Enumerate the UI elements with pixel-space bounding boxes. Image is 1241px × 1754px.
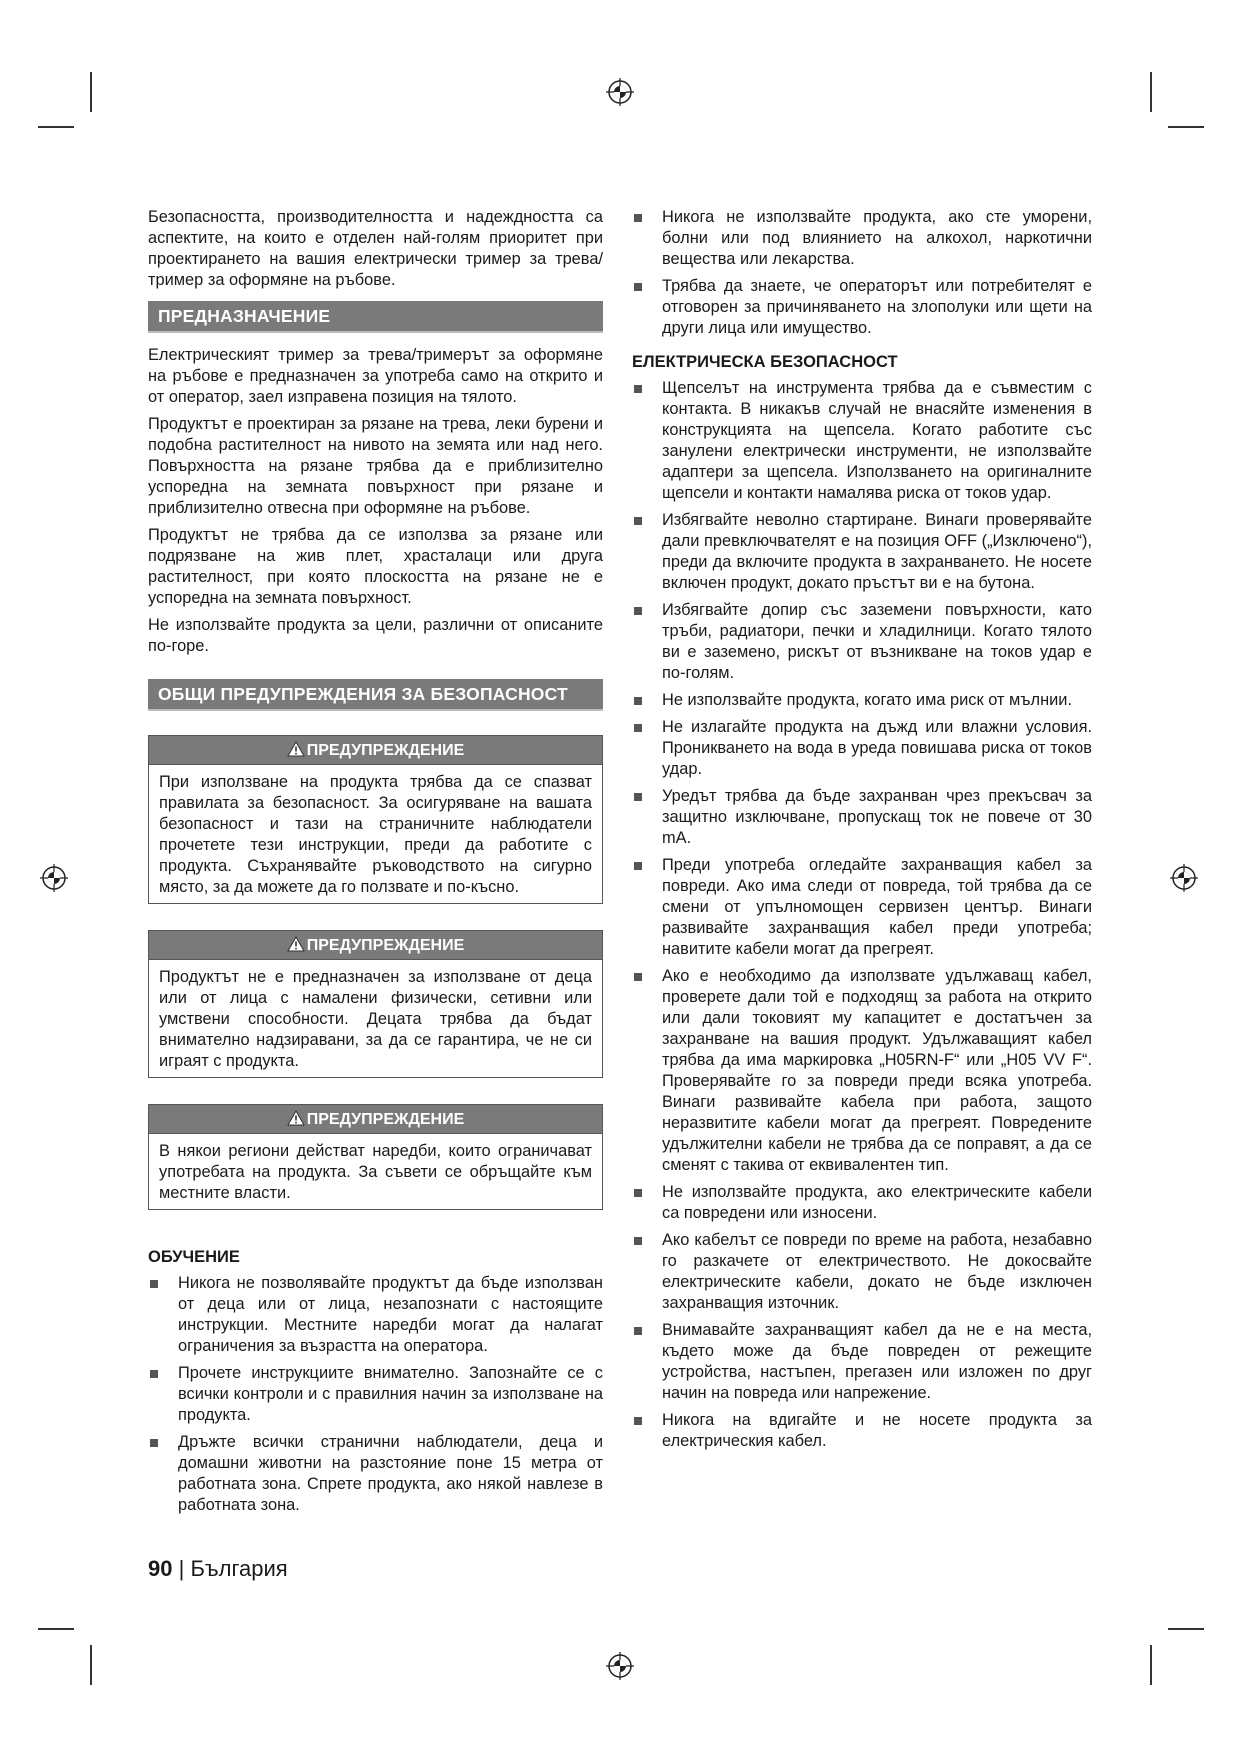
crop-mark bbox=[1168, 126, 1204, 128]
list-item bbox=[148, 1273, 603, 1357]
registration-mark-icon bbox=[606, 78, 634, 106]
general-safety-heading: ОБЩИ ПРЕДУПРЕЖДЕНИЯ ЗА БЕЗОПАСНОСТ bbox=[148, 679, 603, 711]
list-item bbox=[632, 1182, 1092, 1224]
page-number: 90 bbox=[148, 1556, 173, 1581]
list-item-text: Ако е необходимо да използвате удължаващ кабел, проверете дали той е подходящ за работа на открито или дали токовият му капацитет е достатъчен за захранване на вашия продукт. Удължаващият кабел трябва да има маркировка „H05RN-F“ или „H05 VV F“. Проверявайте го за повреди преди всяка употреба. Винаги развивайте кабела при работа, защото неразвитите кабели могат да прегреят. Повредените удължителни кабели не трябва да се поправят, а да се сменят с такива от еквивалентен тип. bbox=[662, 967, 1092, 1174]
list-item bbox=[632, 1230, 1092, 1314]
warning-box bbox=[148, 735, 603, 904]
list-item-text: Никога не позволявайте продуктът да бъде използван от деца или от лица, незапознати с настоящите инструкции. Местните наредби могат да налагат ограничения за възрастта на оператора. bbox=[178, 1274, 603, 1355]
list-item bbox=[632, 600, 1092, 684]
list-item-text: Уредът трябва да бъде захранван чрез прекъсвач за защитно изключване, пропускащ ток не повече от 30 mA. bbox=[662, 787, 1092, 847]
list-item-text: Преди употреба огледайте захранващия кабел за повреди. Ако има следи от повреда, той трябва да се смени от упълномощен сервизен център. Винаги развивайте захранващия кабел преди употреба; навитите кабели могат да прегреят. bbox=[662, 856, 1092, 958]
crop-mark bbox=[1150, 1645, 1152, 1685]
list-item bbox=[632, 1320, 1092, 1404]
list-item-text: Щепселът на инструмента трябва да е съвместим с контакта. В никакъв случай не внасяйте изменения в конструкцията на щепсела. Когато работите със занулени електрически инструменти, не използвайте адаптери за щепсела. Използването на оригиналните щепсели и контакти намалява риска от токов удар. bbox=[662, 379, 1092, 502]
warning-header bbox=[149, 736, 602, 765]
crop-mark bbox=[38, 126, 74, 128]
warning-title: ПРЕДУПРЕЖДЕНИЕ bbox=[306, 937, 465, 954]
list-item-text: Не използвайте продукта, когато има риск от мълнии. bbox=[662, 691, 1073, 709]
footer-language: България bbox=[190, 1556, 288, 1581]
list-item-text: Никога не използвайте продукта, ако сте уморени, болни или под влиянието на алкохол, наркотични вещества или лекарства. bbox=[662, 208, 1092, 268]
training-list bbox=[148, 1273, 603, 1516]
list-item bbox=[632, 786, 1092, 849]
training-heading: ОБУЧЕНИЕ bbox=[148, 1248, 240, 1266]
warning-text: При използване на продукта трябва да се спазват правилата за безопасност. За осигуряване на вашата безопасност и тази на страничните наблюдатели прочетете тези инструкции, преди да работите с продукта. Съхранявайте ръководството на сигурно място, за да можете да го ползвате и по-късно. bbox=[159, 773, 592, 896]
list-item bbox=[632, 717, 1092, 780]
warning-header bbox=[149, 1105, 602, 1134]
left-column bbox=[148, 207, 603, 1522]
footer-separator: | bbox=[178, 1556, 185, 1581]
intended-use-paragraph: Продуктът е проектиран за рязане на трева, леки бурени и подобна растителност на нивото на земята или над него. Повърхността на рязане трябва да е приблизително успоредна на земната повърхност при рязане и приблизително отвесна при оформяне на ръбове. bbox=[148, 415, 603, 517]
warning-title: ПРЕДУПРЕЖДЕНИЕ bbox=[306, 1111, 465, 1128]
intro-paragraph: Безопасността, производителността и надеждността са аспектите, на които е отделен най-голям приоритет при проектирането на вашия електрически тример за трева/тример за оформяне на ръбове. bbox=[148, 208, 603, 289]
right-column bbox=[632, 207, 1092, 1458]
warning-header bbox=[149, 931, 602, 960]
intended-use-heading: ПРЕДНАЗНАЧЕНИЕ bbox=[148, 301, 603, 333]
intended-use-paragraph: Продуктът не трябва да се използва за рязане или подрязване на жив плет, храсталаци или друга растителност, при която плоскостта на рязане не е успоредна на земната повърхност. bbox=[148, 526, 603, 607]
list-item bbox=[632, 1410, 1092, 1452]
warning-text: В някои региони действат наредби, които ограничават употребата на продукта. За съвети се обръщайте към местните власти. bbox=[159, 1142, 592, 1202]
list-item-text: Прочете инструкциите внимателно. Запознайте се с всички контроли и с правилния начин за използване на продукта. bbox=[178, 1364, 603, 1424]
intended-use-paragraph: Електрическият тример за трева/тримерът за оформяне на ръбове е предназначен за употреба само на открито и от оператор, заел изправена позиция на тялото. bbox=[148, 346, 603, 406]
crop-mark bbox=[38, 1628, 74, 1630]
list-item-text: Не използвайте продукта, ако електрическите кабели са повредени или износени. bbox=[662, 1183, 1092, 1222]
list-item-text: Ако кабелът се повреди по време на работа, незабавно го разкачете от електричеството. Не докосвайте електрическите кабели, докато не бъде изключен захранващия източник. bbox=[662, 1231, 1092, 1312]
warning-triangle-icon bbox=[287, 936, 305, 952]
list-item bbox=[148, 1432, 603, 1516]
list-item bbox=[148, 1363, 603, 1426]
list-item bbox=[632, 855, 1092, 960]
list-item bbox=[632, 276, 1092, 339]
page-footer bbox=[148, 1556, 288, 1582]
registration-mark-icon bbox=[1170, 864, 1198, 892]
warning-box bbox=[148, 930, 603, 1078]
list-item bbox=[632, 510, 1092, 594]
list-item-text: Избягвайте неволно стартиране. Винаги проверявайте дали превключвателят е на позиция OFF („Изключено“), преди да включите продукта в захранването. Не носете включен продукт, докато пръстът ви е на бутона. bbox=[662, 511, 1092, 592]
electrical-safety-heading: ЕЛЕКТРИЧЕСКА БЕЗОПАСНОСТ bbox=[632, 353, 898, 371]
warning-title: ПРЕДУПРЕЖДЕНИЕ bbox=[306, 742, 465, 759]
list-item-text: Дръжте всички странични наблюдатели, деца и домашни животни на разстояние поне 15 метра от работната зона. Спрете продукта, ако някой навлезе в работната зона. bbox=[178, 1433, 603, 1514]
list-item bbox=[632, 378, 1092, 504]
crop-mark bbox=[90, 1645, 92, 1685]
list-item-text: Не излагайте продукта на дъжд или влажни условия. Проникването на вода в уреда повишава риска от токов удар. bbox=[662, 718, 1092, 778]
registration-mark-icon bbox=[606, 1652, 634, 1680]
intended-use-paragraph: Не използвайте продукта за цели, различни от описаните по-горе. bbox=[148, 616, 603, 655]
crop-mark bbox=[1168, 1628, 1204, 1630]
crop-mark bbox=[1150, 72, 1152, 112]
warning-box bbox=[148, 1104, 603, 1210]
registration-mark-icon bbox=[40, 864, 68, 892]
list-item-text: Внимавайте захранващият кабел да не е на места, където може да бъде повреден от режещите устройства, настъпен, прегазен или изложен по друг начин на повреда или напрежение. bbox=[662, 1321, 1092, 1402]
list-item bbox=[632, 207, 1092, 270]
electrical-safety-list bbox=[632, 378, 1092, 1452]
list-item-text: Избягвайте допир със заземени повърхности, като тръби, радиатори, печки и хладилници. Когато тялото ви е заземено, рискът от възникване на токов удар е по-голям. bbox=[662, 601, 1092, 682]
warning-triangle-icon bbox=[287, 1110, 305, 1126]
list-item-text: Трябва да знаете, че операторът или потребителят е отговорен за причиняването на злополуки или щети на други лица или имущество. bbox=[662, 277, 1092, 337]
warning-triangle-icon bbox=[287, 741, 305, 757]
list-item bbox=[632, 966, 1092, 1176]
top-list bbox=[632, 207, 1092, 339]
list-item bbox=[632, 690, 1092, 711]
list-item-text: Никога на вдигайте и не носете продукта за електрическия кабел. bbox=[662, 1411, 1092, 1450]
crop-mark bbox=[90, 72, 92, 112]
warning-text: Продуктът не е предназначен за използване от деца или от лица с намалени физически, сетивни или умствени способности. Децата трябва да бъдат внимателно надзиравани, за да се гарантира, че не си играят с продукта. bbox=[159, 968, 592, 1070]
